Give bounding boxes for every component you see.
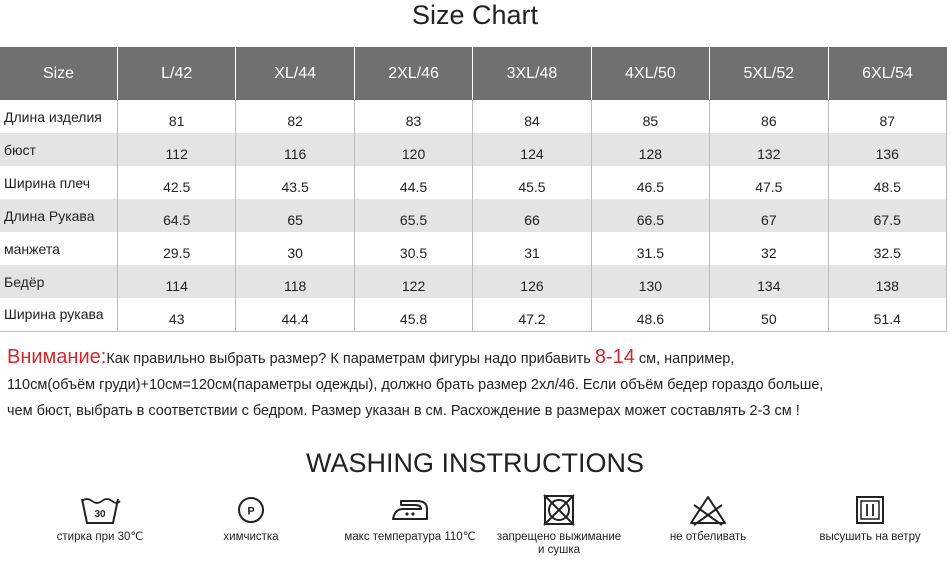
table-row [0,166,947,199]
table-cell: 45.5 [473,166,591,199]
table-cell: 51.4 [828,298,946,331]
notice-line-3: чем бюст, выбрать в соответствии с бедром. Размер указан в см. Расхождение в размерах может составлять 2-3 см ! [7,403,800,419]
table-row [0,133,947,166]
washing-item [45,493,155,544]
table-cell: 134 [710,265,828,298]
table-row [0,100,947,133]
row-label: Бедёр [0,265,118,298]
washing-item [335,493,485,544]
washing-item [653,493,763,544]
table-cell: 122 [354,265,472,298]
table-cell: 112 [118,133,236,166]
table-cell: 31.5 [591,232,709,265]
table-cell: 85 [591,100,709,133]
table-row [0,265,947,298]
table-cell: 44.4 [236,298,354,331]
table-cell: 44.5 [354,166,472,199]
table-cell: 45.8 [354,298,472,331]
notice-line-2: 110см(объём груди)+10см=120см(параметры одежды), должно брать размер 2хл/46. Если объём бедер гораздо больше, [7,377,824,393]
table-cell: 84 [473,100,591,133]
table-cell: 128 [591,133,709,166]
table-cell: 47.2 [473,298,591,331]
page-title: Size Chart [411,0,539,30]
size-col-header: 4XL/50 [591,47,709,100]
table-cell: 136 [828,133,946,166]
table-row [0,232,947,265]
table-cell: 83 [354,100,472,133]
table-cell: 30.5 [354,232,472,265]
table-cell: 116 [236,133,354,166]
wash-30-icon [78,493,122,527]
row-label: Длина изделия [0,100,118,133]
table-cell: 43 [118,298,236,331]
size-col-header: 2XL/46 [354,47,472,100]
notice-text-before: Как правильно выбрать размер? К параметрам фигуры надо прибавить [106,351,595,367]
washing-label-line2: и сушка [537,544,581,556]
size-col-header: XL/44 [236,47,354,100]
row-label: Длина Рукава [0,199,118,232]
washing-item [806,493,934,544]
size-col-header: 5XL/52 [710,47,828,100]
table-cell: 130 [591,265,709,298]
table-cell: 31 [473,232,591,265]
row-label: бюст [0,133,118,166]
iron-110-icon [387,493,433,527]
size-col-header: 3XL/48 [473,47,591,100]
table-cell: 32 [710,232,828,265]
washing-label: запрещено выжимание [496,531,622,543]
row-label: Ширина плеч [0,166,118,199]
wash-temp-text: 30 [94,509,106,520]
washing-label: не отбеливать [669,531,747,543]
dry-clean-letter: P [247,505,255,518]
table-cell: 81 [118,100,236,133]
size-col-header: 6XL/54 [828,47,946,100]
notice-range: 8-14 [594,346,635,368]
dry-clean-p-icon [234,493,268,527]
no-wring-no-tumble-dry-icon [541,493,577,527]
table-cell: 32.5 [828,232,946,265]
notice-text-after: см, например, [634,351,735,367]
table-cell: 30 [236,232,354,265]
table-cell: 114 [118,265,236,298]
table-cell: 64.5 [118,199,236,232]
dry-flat-icon [852,493,888,527]
table-cell: 65.5 [354,199,472,232]
washing-label: химчистка [223,531,279,543]
table-cell: 43.5 [236,166,354,199]
size-col-header: L/42 [118,47,236,100]
table-cell: 65 [236,199,354,232]
washing-item [196,493,306,544]
row-label: Ширина рукава [0,298,118,331]
no-bleach-icon [688,493,728,527]
washing-label: макс температура 110℃ [344,531,476,543]
washing-item [494,493,624,557]
table-cell: 48.5 [828,166,946,199]
table-cell: 86 [710,100,828,133]
table-cell: 118 [236,265,354,298]
size-header-label: Size [0,47,118,100]
table-cell: 29.5 [118,232,236,265]
size-header-row [0,47,947,100]
table-cell: 124 [473,133,591,166]
table-cell: 48.6 [591,298,709,331]
size-table [0,47,947,332]
table-cell: 47.5 [710,166,828,199]
row-label: манжета [0,232,118,265]
table-row [0,298,947,331]
table-row [0,199,947,232]
table-cell: 66.5 [591,199,709,232]
washing-title: WASHING INSTRUCTIONS [305,448,644,478]
table-cell: 138 [828,265,946,298]
table-cell: 82 [236,100,354,133]
table-cell: 66 [473,199,591,232]
table-cell: 126 [473,265,591,298]
table-cell: 132 [710,133,828,166]
table-cell: 87 [828,100,946,133]
table-cell: 67.5 [828,199,946,232]
table-cell: 42.5 [118,166,236,199]
table-cell: 120 [354,133,472,166]
table-cell: 50 [710,298,828,331]
washing-label: высушить на ветру [819,531,921,543]
table-cell: 46.5 [591,166,709,199]
table-cell: 67 [710,199,828,232]
notice-warning-label: Внимание: [7,346,107,368]
sizing-notice [7,344,942,424]
washing-icons-row [0,493,950,573]
notice-line-1 [7,344,942,372]
washing-label: стирка при 30℃ [56,531,144,543]
